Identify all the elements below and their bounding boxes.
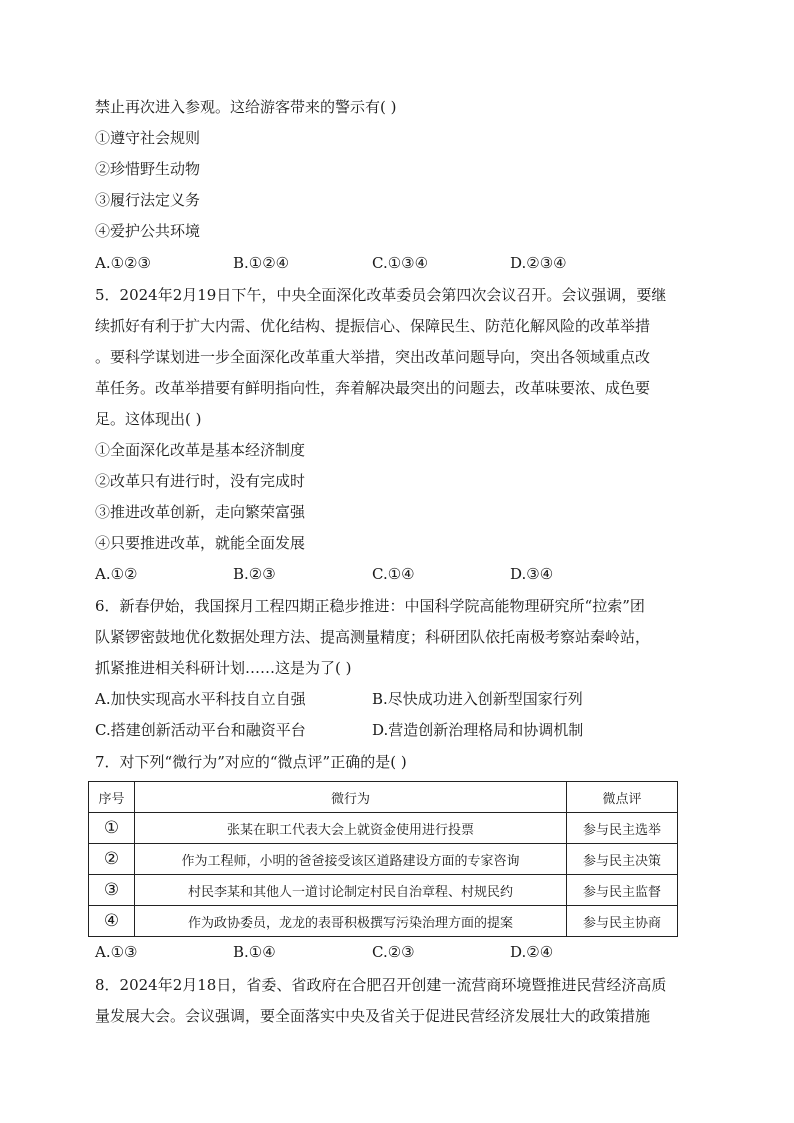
q5-item-2: ②改革只有进行时，没有完成时 (95, 472, 306, 490)
q7-option-c: C.②③ (372, 943, 415, 961)
q8-stem-line-1: 8．2024年2月18日，省委、省政府在合肥召开创建一流营商环境暨推进民营经济高质 (95, 976, 667, 994)
q5-stem-line-1: 5．2024年2月19日下午，中央全面深化改革委员会第四次会议召开。会议强调，要继 (95, 286, 667, 304)
q5-option-d: D.③④ (510, 565, 554, 583)
q6-option-c: C.搭建创新活动平台和融资平台 (95, 721, 306, 739)
q5-item-1: ①全面深化改革是基本经济制度 (95, 441, 306, 459)
q6-stem-line-2: 队紧锣密鼓地优化数据处理方法、提高测量精度；科研团队依托南极考察站秦岭站， (95, 628, 651, 646)
q4-stem: 禁止再次进入参观。这给游客带来的警示有( ) (95, 98, 397, 116)
table-row (89, 875, 678, 906)
row-comment: 参与民主协商 (567, 906, 678, 937)
q7-stem: 7．对下列“微行为”对应的“微点评”正确的是( ) (95, 753, 407, 771)
header-number: 序号 (89, 782, 135, 813)
row-number: ② (89, 844, 135, 875)
table-row (89, 844, 678, 875)
q6-option-a: A.加快实现高水平科技自立自强 (95, 690, 306, 708)
q4-option-c: C.①③④ (372, 254, 429, 272)
row-comment: 参与民主决策 (567, 844, 678, 875)
q4-item-1: ①遵守社会规则 (95, 129, 201, 147)
q4-item-3: ③履行法定义务 (95, 191, 201, 209)
q6-option-d: D.营造创新治理格局和协调机制 (372, 721, 584, 739)
q5-stem-line-5: 足。这体现出( ) (95, 410, 202, 428)
row-number: ① (89, 813, 135, 844)
header-behavior: 微行为 (135, 782, 567, 813)
q6-stem-line-3: 抓紧推进相关科研计划……这是为了( ) (95, 659, 352, 677)
q7-option-d: D.②④ (510, 943, 554, 961)
q4-item-4: ④爱护公共环境 (95, 222, 201, 240)
q5-item-4: ④只要推进改革，就能全面发展 (95, 534, 306, 552)
q6-option-b: B.尽快成功进入创新型国家行列 (372, 690, 583, 708)
q7-option-b: B.①④ (233, 943, 276, 961)
q5-option-c: C.①④ (372, 565, 415, 583)
table-row (89, 813, 678, 844)
header-comment: 微点评 (567, 782, 678, 813)
q4-item-2: ②珍惜野生动物 (95, 160, 201, 178)
q5-option-a: A.①② (95, 565, 138, 583)
table-row (89, 906, 678, 937)
q4-option-b: B.①②④ (233, 254, 290, 272)
row-number: ④ (89, 906, 135, 937)
q8-stem-line-2: 量发展大会。会议强调，要全面落实中央及省关于促进民营经济发展壮大的政策措施 (95, 1007, 651, 1025)
row-comment: 参与民主选举 (567, 813, 678, 844)
q7-table (88, 781, 678, 937)
q4-option-d: D.②③④ (510, 254, 567, 272)
q6-stem-line-1: 6．新春伊始，我国探月工程四期正稳步推进：中国科学院高能物理研究所“拉索”团 (95, 597, 645, 615)
q5-option-b: B.②③ (233, 565, 276, 583)
row-behavior: 村民李某和其他人一道讨论制定村民自治章程、村规民约 (135, 875, 567, 906)
q5-stem-line-3: 。要科学谋划进一步全面深化改革重大举措，突出改革问题导向，突出各领域重点改 (95, 348, 651, 366)
row-behavior: 作为工程师，小明的爸爸接受该区道路建设方面的专家咨询 (135, 844, 567, 875)
row-number: ③ (89, 875, 135, 906)
table-header-row (89, 782, 678, 813)
row-behavior: 张某在职工代表大会上就资金使用进行投票 (135, 813, 567, 844)
q5-stem-line-2: 续抓好有利于扩大内需、优化结构、提振信心、保障民生、防范化解风险的改革举措 (95, 317, 651, 335)
q5-stem-line-4: 革任务。改革举措要有鲜明指向性，奔着解决最突出的问题去，改革味要浓、成色要 (95, 379, 651, 397)
q7-option-a: A.①③ (95, 943, 138, 961)
q5-item-3: ③推进改革创新，走向繁荣富强 (95, 503, 306, 521)
row-comment: 参与民主监督 (567, 875, 678, 906)
row-behavior: 作为政协委员，龙龙的表哥积极撰写污染治理方面的提案 (135, 906, 567, 937)
q4-option-a: A.①②③ (95, 254, 151, 272)
